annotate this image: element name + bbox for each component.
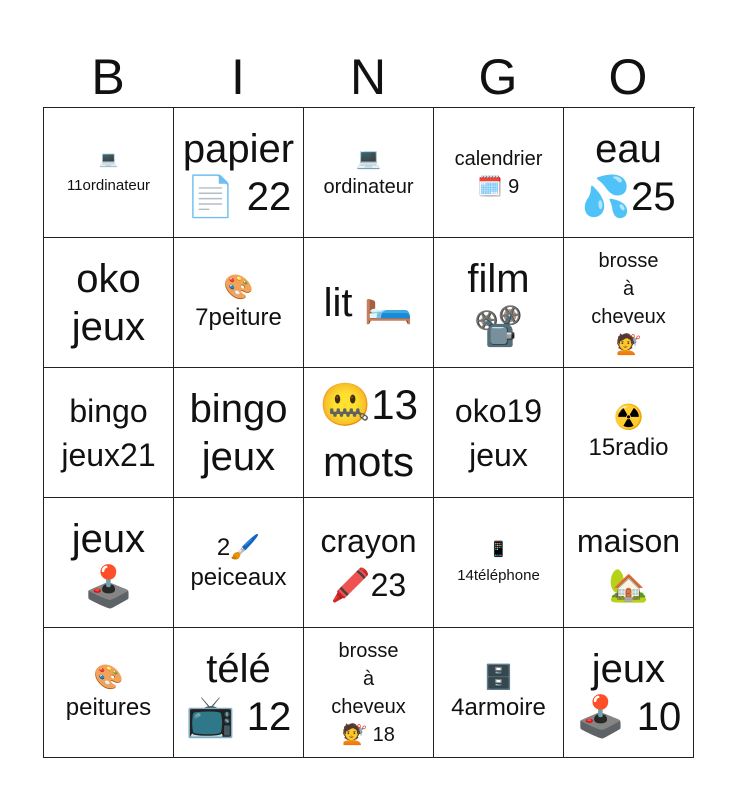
bingo-cell[interactable]: [174, 628, 304, 758]
bingo-cell[interactable]: [434, 498, 564, 628]
bingo-cell[interactable]: [434, 628, 564, 758]
bingo-cell-text: 💻 11ordinateur: [66, 150, 151, 194]
bingo-cell[interactable]: [44, 108, 174, 238]
bingo-cell-text: crayon 🖍️23: [320, 522, 417, 603]
header-letter-o: O: [608, 49, 648, 105]
header-letter-g: G: [478, 49, 518, 105]
bingo-cell[interactable]: [304, 498, 434, 628]
bingo-cell-text: 🤐13 mots: [318, 380, 418, 485]
bingo-cell[interactable]: [304, 368, 434, 498]
bingo-cell[interactable]: [304, 628, 434, 758]
bingo-cell[interactable]: [174, 108, 304, 238]
bingo-cell-text: ☢️ 15radio: [588, 403, 669, 461]
bingo-cell-text: 🎨 peitures: [65, 663, 152, 721]
header-letter-n: N: [349, 49, 387, 105]
bingo-cell[interactable]: [564, 108, 694, 238]
bingo-cell-text: jeux 🕹️ 10: [575, 646, 682, 739]
bingo-cell-text: bingo jeux: [189, 386, 288, 479]
bingo-cell[interactable]: [174, 498, 304, 628]
bingo-cell[interactable]: [174, 238, 304, 368]
bingo-cell[interactable]: [44, 368, 174, 498]
bingo-cell-text: 2🖌️ peiceaux: [190, 533, 287, 591]
bingo-cell[interactable]: [44, 238, 174, 368]
bingo-cell[interactable]: [564, 628, 694, 758]
bingo-cell-text: 🗄️ 4armoire: [451, 663, 546, 721]
bingo-cell[interactable]: [174, 368, 304, 498]
header-letter-b: B: [91, 49, 125, 105]
bingo-cell-text: oko19 jeux: [454, 392, 543, 473]
bingo-grid: [43, 107, 695, 758]
bingo-cell[interactable]: [434, 368, 564, 498]
bingo-header: [43, 50, 693, 105]
bingo-cell-text: 📱 14téléphone: [457, 540, 540, 584]
bingo-cell-text: eau 💦25: [581, 126, 676, 219]
bingo-cell-text: oko jeux: [71, 256, 146, 349]
bingo-cell-text: lit 🛏️: [323, 280, 414, 325]
bingo-cell[interactable]: [564, 238, 694, 368]
bingo-cell-text: film 📽️: [467, 256, 530, 349]
bingo-cell-text: papier 📄 22: [182, 126, 295, 219]
bingo-cell-text: maison 🏡: [576, 522, 681, 603]
bingo-cell[interactable]: [434, 108, 564, 238]
bingo-cell[interactable]: [304, 108, 434, 238]
bingo-cell[interactable]: [304, 238, 434, 368]
header-letter-i: I: [231, 49, 245, 105]
bingo-cell[interactable]: [44, 628, 174, 758]
bingo-cell-text: brosse à cheveux 💇: [591, 249, 666, 356]
bingo-cell-text: 🎨 7peiture: [195, 273, 282, 331]
bingo-cell[interactable]: [564, 498, 694, 628]
bingo-cell-text: jeux 🕹️: [71, 516, 146, 609]
bingo-cell-text: télé 📺 12: [185, 646, 292, 739]
bingo-cell-text: bingo jeux21: [61, 392, 156, 473]
bingo-cell-text: calendrier 🗓️ 9: [454, 147, 543, 198]
bingo-cell[interactable]: [434, 238, 564, 368]
bingo-cell-text: brosse à cheveux 💇 18: [331, 639, 406, 746]
bingo-cell-text: 💻 ordinateur: [323, 147, 414, 198]
bingo-cell[interactable]: [564, 368, 694, 498]
bingo-cell[interactable]: [44, 498, 174, 628]
